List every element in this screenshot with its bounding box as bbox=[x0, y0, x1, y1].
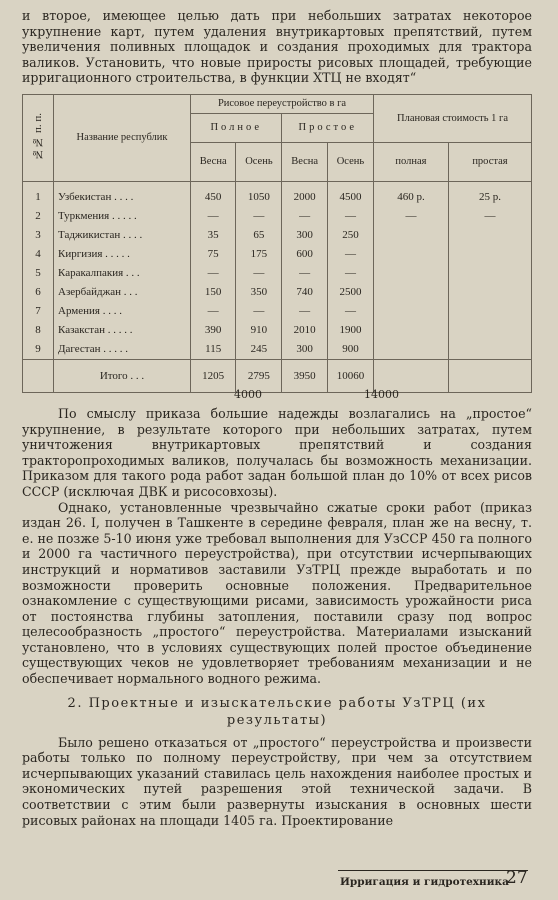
row-full-autumn: 350 bbox=[236, 283, 282, 302]
col-cost-header: Плановая стоимость 1 га bbox=[374, 94, 532, 142]
subtotals bbox=[22, 387, 532, 402]
paragraph-3: Было решено отказаться от „простого“ переустройства и произвести работы только по полному переустройству, при чем за отсутствием исчерпывающих указаний ставилась цель нахождения наиболее простых и экономических путей разрешения этой технической задачи. В соответствии с этим были развернуты изыскания в основных шести рисовых районах на площади 1405 га. Проектирование bbox=[22, 734, 532, 828]
col-simple-header: Простое bbox=[282, 113, 374, 142]
col-full-autumn: Осень bbox=[236, 142, 282, 181]
row-simple-spring: — bbox=[282, 207, 327, 226]
row-simple-spring: — bbox=[282, 264, 327, 283]
col-simple-spring: Весна bbox=[282, 142, 327, 181]
table-body bbox=[23, 181, 532, 359]
row-cost-simple bbox=[448, 302, 531, 321]
total-label: Итого . . . bbox=[54, 359, 191, 392]
table-row bbox=[23, 302, 532, 321]
table-row bbox=[23, 245, 532, 264]
row-full-autumn: — bbox=[236, 207, 282, 226]
row-simple-spring: 740 bbox=[282, 283, 327, 302]
intro-paragraph: и второе, имеющее целью дать при небольших затратах некоторое укрупнение карт, путем удаления внутрикартовых препятствий, путем увеличения поливных площадок и создания проходимых для трактора валиков. Установить, что новые приросты рисовых площадей, требующие ирригационного строительства, в функции ХТЦ не входят“ bbox=[22, 8, 532, 86]
row-full-autumn: 910 bbox=[236, 321, 282, 340]
row-cost-simple: — bbox=[448, 207, 531, 226]
table-row bbox=[23, 226, 532, 245]
row-cost-full bbox=[374, 340, 449, 360]
sum-full: 4000 bbox=[234, 387, 262, 401]
row-republic: Таджикистан . . . . bbox=[54, 226, 191, 245]
paragraph-2: Однако, установленные чрезвычайно сжатые сроки работ (приказ издан 26. I, получен в Ташкенте в середине февраля, план же на весну, т. е. не позже 5-10 июня уже требовал выполнения для УзССР 450 га полного и 2000 га частичного переустройства), при отсутствии исчерпывающих инструкций и нормативов заставили УзТРЦ прежде выработать и по возможности проверить основные положения. Предварительное ознакомление с существующими рисами, зависимость урожайности риса от постоянства глубины затопления, поставили сразу под вопрос целесообразность „простого“ переустройства. Материалами изысканий установлено, что в условиях существующих полей простое объединение существующих чеков не удовлетворяет требованиям механизации и не обеспечивает нормального водного режима. bbox=[22, 499, 532, 687]
row-simple-autumn: 900 bbox=[327, 340, 373, 360]
row-cost-simple bbox=[448, 340, 531, 360]
row-simple-autumn: — bbox=[327, 302, 373, 321]
total-full-spring: 1205 bbox=[191, 359, 236, 392]
table-row bbox=[23, 321, 532, 340]
row-simple-autumn: — bbox=[327, 264, 373, 283]
table-row bbox=[23, 207, 532, 226]
row-cost-full bbox=[374, 226, 449, 245]
col-full-header: Полное bbox=[191, 113, 282, 142]
row-full-autumn: — bbox=[236, 264, 282, 283]
row-index: 5 bbox=[23, 264, 54, 283]
row-cost-full bbox=[374, 264, 449, 283]
row-republic: Киргизия . . . . . bbox=[54, 245, 191, 264]
row-simple-autumn: 4500 bbox=[327, 181, 373, 207]
row-republic: Казакстан . . . . . bbox=[54, 321, 191, 340]
col-index-header: №№ п. п. bbox=[23, 94, 54, 181]
col-simple-autumn: Осень bbox=[327, 142, 373, 181]
row-full-spring: — bbox=[191, 302, 236, 321]
total-full-autumn: 2795 bbox=[236, 359, 282, 392]
section-heading: 2. Проектные и изыскательские работы УзТРЦ (их результаты) bbox=[67, 695, 487, 728]
row-full-autumn: — bbox=[236, 302, 282, 321]
row-simple-autumn: 250 bbox=[327, 226, 373, 245]
row-republic: Туркмения . . . . . bbox=[54, 207, 191, 226]
row-full-spring: 35 bbox=[191, 226, 236, 245]
row-full-spring: 115 bbox=[191, 340, 236, 360]
row-republic: Азербайджан . . . bbox=[54, 283, 191, 302]
col-republic-header: Название республик bbox=[54, 94, 191, 181]
row-index: 3 bbox=[23, 226, 54, 245]
row-simple-autumn: — bbox=[327, 207, 373, 226]
row-cost-full bbox=[374, 321, 449, 340]
row-simple-autumn: 2500 bbox=[327, 283, 373, 302]
row-cost-simple bbox=[448, 264, 531, 283]
footer-rule bbox=[338, 870, 528, 871]
row-index: 9 bbox=[23, 340, 54, 360]
row-cost-full bbox=[374, 245, 449, 264]
row-cost-full bbox=[374, 302, 449, 321]
row-index: 8 bbox=[23, 321, 54, 340]
row-index: 6 bbox=[23, 283, 54, 302]
row-cost-full bbox=[374, 283, 449, 302]
row-full-spring: 390 bbox=[191, 321, 236, 340]
paragraph-1: По смыслу приказа большие надежды возлагались на „простое“ укрупнение, в результате которого при небольших затратах, путем уничтожения внутрикартовых препятствий и создания тракторопроходимых валиков, получалась бы возможность механизации. Приказом для такого рода работ задан большой план до 10% от всех рисов СССР (исключая ДВК и рисосовхозы). bbox=[22, 405, 532, 499]
row-full-autumn: 175 bbox=[236, 245, 282, 264]
row-index: 2 bbox=[23, 207, 54, 226]
row-republic: Узбекистан . . . . bbox=[54, 181, 191, 207]
row-simple-spring: — bbox=[282, 302, 327, 321]
col-rice-group-header: Рисовое переустройство в га bbox=[191, 94, 374, 113]
row-index: 7 bbox=[23, 302, 54, 321]
table-row bbox=[23, 283, 532, 302]
row-full-autumn: 1050 bbox=[236, 181, 282, 207]
rice-table bbox=[22, 94, 532, 393]
row-cost-simple bbox=[448, 226, 531, 245]
row-cost-simple bbox=[448, 245, 531, 264]
row-index: 1 bbox=[23, 181, 54, 207]
table-total-row bbox=[23, 359, 532, 392]
row-simple-spring: 300 bbox=[282, 340, 327, 360]
row-simple-autumn: — bbox=[327, 245, 373, 264]
sum-simple: 14000 bbox=[364, 387, 399, 401]
table-row bbox=[23, 340, 532, 360]
row-simple-spring: 2010 bbox=[282, 321, 327, 340]
row-full-spring: — bbox=[191, 207, 236, 226]
row-cost-full: — bbox=[374, 207, 449, 226]
row-republic: Армения . . . . bbox=[54, 302, 191, 321]
footer-journal: Ирригация и гидротехника bbox=[340, 876, 509, 888]
row-full-autumn: 65 bbox=[236, 226, 282, 245]
row-simple-spring: 2000 bbox=[282, 181, 327, 207]
row-full-spring: 75 bbox=[191, 245, 236, 264]
row-simple-spring: 600 bbox=[282, 245, 327, 264]
row-cost-simple bbox=[448, 321, 531, 340]
row-republic: Каракалпакия . . . bbox=[54, 264, 191, 283]
total-simple-autumn: 10060 bbox=[327, 359, 373, 392]
row-cost-full: 460 р. bbox=[374, 181, 449, 207]
row-full-spring: 150 bbox=[191, 283, 236, 302]
row-full-autumn: 245 bbox=[236, 340, 282, 360]
table-row bbox=[23, 264, 532, 283]
col-full-spring: Весна bbox=[191, 142, 236, 181]
row-full-spring: — bbox=[191, 264, 236, 283]
table-row bbox=[23, 181, 532, 207]
row-index: 4 bbox=[23, 245, 54, 264]
col-cost-full: полная bbox=[374, 142, 449, 181]
total-simple-spring: 3950 bbox=[282, 359, 327, 392]
row-full-spring: 450 bbox=[191, 181, 236, 207]
row-simple-spring: 300 bbox=[282, 226, 327, 245]
row-cost-simple bbox=[448, 283, 531, 302]
row-republic: Дагестан . . . . . bbox=[54, 340, 191, 360]
row-simple-autumn: 1900 bbox=[327, 321, 373, 340]
col-cost-simple: простая bbox=[448, 142, 531, 181]
page-number: 27 bbox=[506, 868, 528, 888]
row-cost-simple: 25 р. bbox=[448, 181, 531, 207]
